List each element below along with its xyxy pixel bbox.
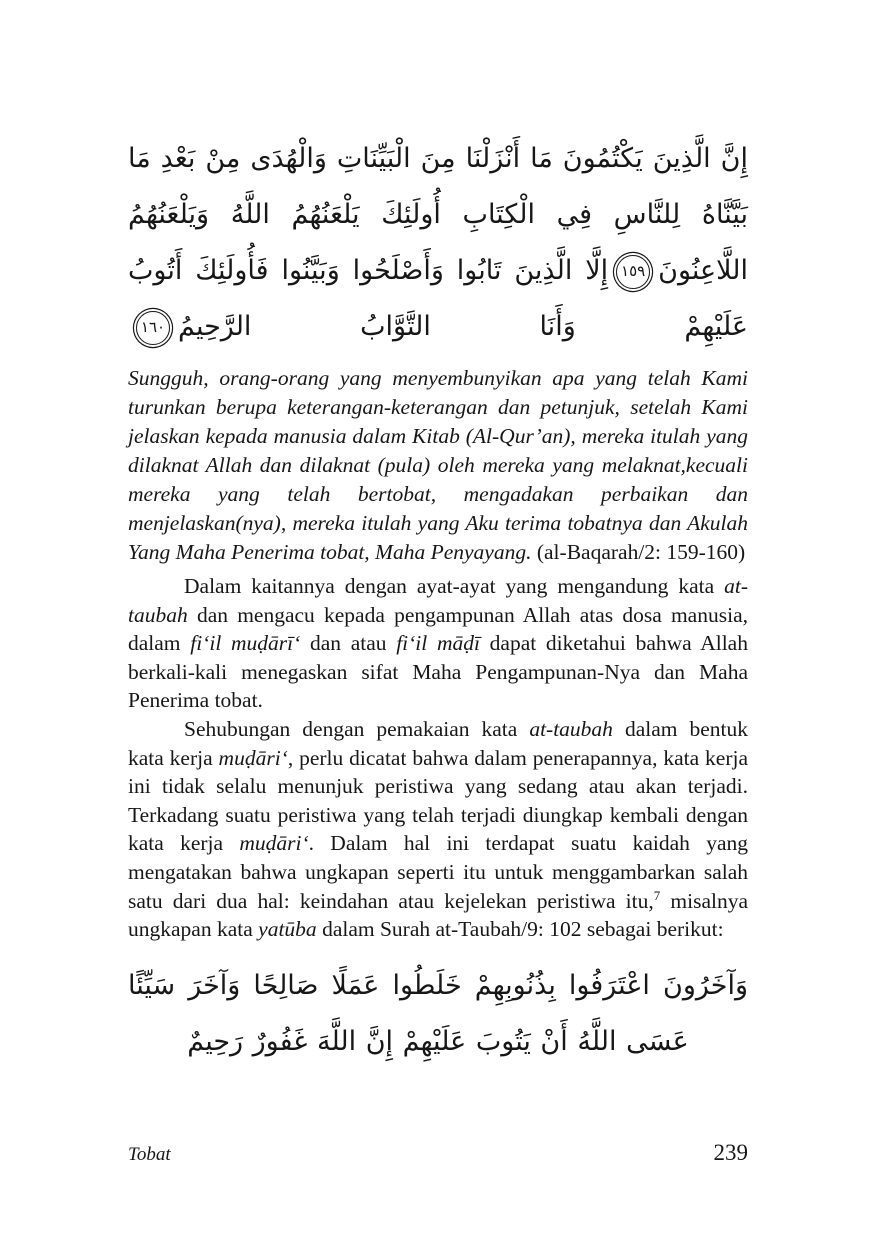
quran-verse-attaubah-102 (128, 958, 748, 1070)
page-number: 239 (713, 1140, 748, 1165)
text-segment: Sehubungan dengan pemakaian kata (184, 716, 530, 741)
ayah-number-160: ١٦٠ (140, 318, 166, 336)
term-fiil-mudari: fi‘il muḍārī‘ (190, 631, 301, 656)
verse-translation (128, 364, 748, 567)
term-at-taubah: at-taubah (529, 716, 613, 741)
text-segment: dapat diketahui bahwa Allah berkali-kali menegaskan sifat Maha Pengampunan-Nya dan Maha Penerima tobat. (128, 631, 748, 713)
verse-102-text: وَآخَرُونَ اعْتَرَفُوا بِذُنُوبِهِمْ خَلَطُوا عَمَلًا صَالِحًا وَآخَرَ سَيِّئًا عَسَى اللَّهُ أَنْ يَتُوبَ عَلَيْهِمْ إِنَّ اللَّهَ غَفُورٌ رَحِيمٌ (128, 969, 748, 1057)
text-segment: dan mengacu kepada pengampunan Allah atas dosa manusia, dalam (128, 602, 748, 656)
text-segment: misalnya ungkapan kata (128, 888, 748, 942)
text-segment: Dalam kaitannya dengan ayat-ayat yang mengandung kata (184, 574, 725, 598)
text-segment: dalam bentuk kata kerja (128, 716, 748, 770)
verse-159-text: إِنَّ الَّذِينَ يَكْتُمُونَ مَا أَنْزَلْنَا مِنَ الْبَيِّنَاتِ وَالْهُدَى مِنْ بَعْدِ مَا بَيَّنَّاهُ لِلنَّاسِ فِي الْكِتَابِ أُولَئِكَ يَلْعَنُهُمُ اللَّهُ وَيَلْعَنُهُمُ اللَّاعِنُونَ (128, 143, 748, 286)
term-fiil-madi: fi‘il māḍī (396, 631, 480, 656)
paragraph-mudari-usage (128, 715, 748, 944)
ayah-number-159: ١٥٩ (621, 262, 646, 280)
text-segment: dalam Surah at-Taubah/9: 102 sebagai berikut: (316, 917, 724, 942)
ayah-end-marker-160 (136, 311, 170, 345)
text-segment: , perlu dicatat bahwa dalam penerapannya, kata kerja ini tidak selalu menunjuk peristiwa yang sedang atau akan terjadi. Terkadang suatu peristiwa yang telah terjadi diungkap kembali dengan kata kerja (128, 745, 748, 856)
quran-verse-albaqarah-159-160 (128, 131, 748, 355)
paragraph-taubah-context (128, 572, 748, 715)
text-segment: dan atau (300, 631, 397, 656)
ayah-end-marker-159 (616, 255, 650, 289)
verse-citation: (al-Baqarah/2: 159-160) (531, 540, 746, 564)
term-mudari: muḍāri‘ (218, 745, 288, 770)
footnote-reference-7: 7 (653, 887, 661, 903)
term-mudari: muḍāri‘ (239, 831, 309, 856)
term-at-taubah: at-taubah (128, 574, 748, 627)
page-footer (128, 1140, 748, 1166)
verse-160-text: إِلَّا الَّذِينَ تَابُوا وَأَصْلَحُوا وَبَيَّنُوا فَأُولَئِكَ أَتُوبُ عَلَيْهِمْ وَأَنَا التَّوَّابُ الرَّحِيمُ (128, 255, 748, 342)
term-yatuba: yatūba (258, 917, 317, 942)
text-segment: . Dalam hal ini terdapat suatu kaidah yang mengatakan bahwa ungkapan seperti itu untuk menggambarkan salah satu dari dua hal: keindahan atau kejelekan peristiwa itu, (128, 831, 748, 913)
footer-section-title: Tobat (128, 1144, 171, 1165)
translation-text: Sungguh, orang-orang yang menyembunyikan apa yang telah Kami turunkan berupa keterangan-keterangan dan petunjuk, setelah Kami jelaskan kepada manusia dalam Kitab (Al-Qur’an), mereka itulah yang dilaknat Allah dan dilaknat (pula) oleh mereka yang melaknat,kecuali mereka yang telah bertobat, mengadakan perbaikan dan menjelaskan(nya), mereka itulah yang Aku terima tobatnya dan Akulah Yang Maha Penerima tobat, Maha Penyayang. (128, 366, 748, 564)
